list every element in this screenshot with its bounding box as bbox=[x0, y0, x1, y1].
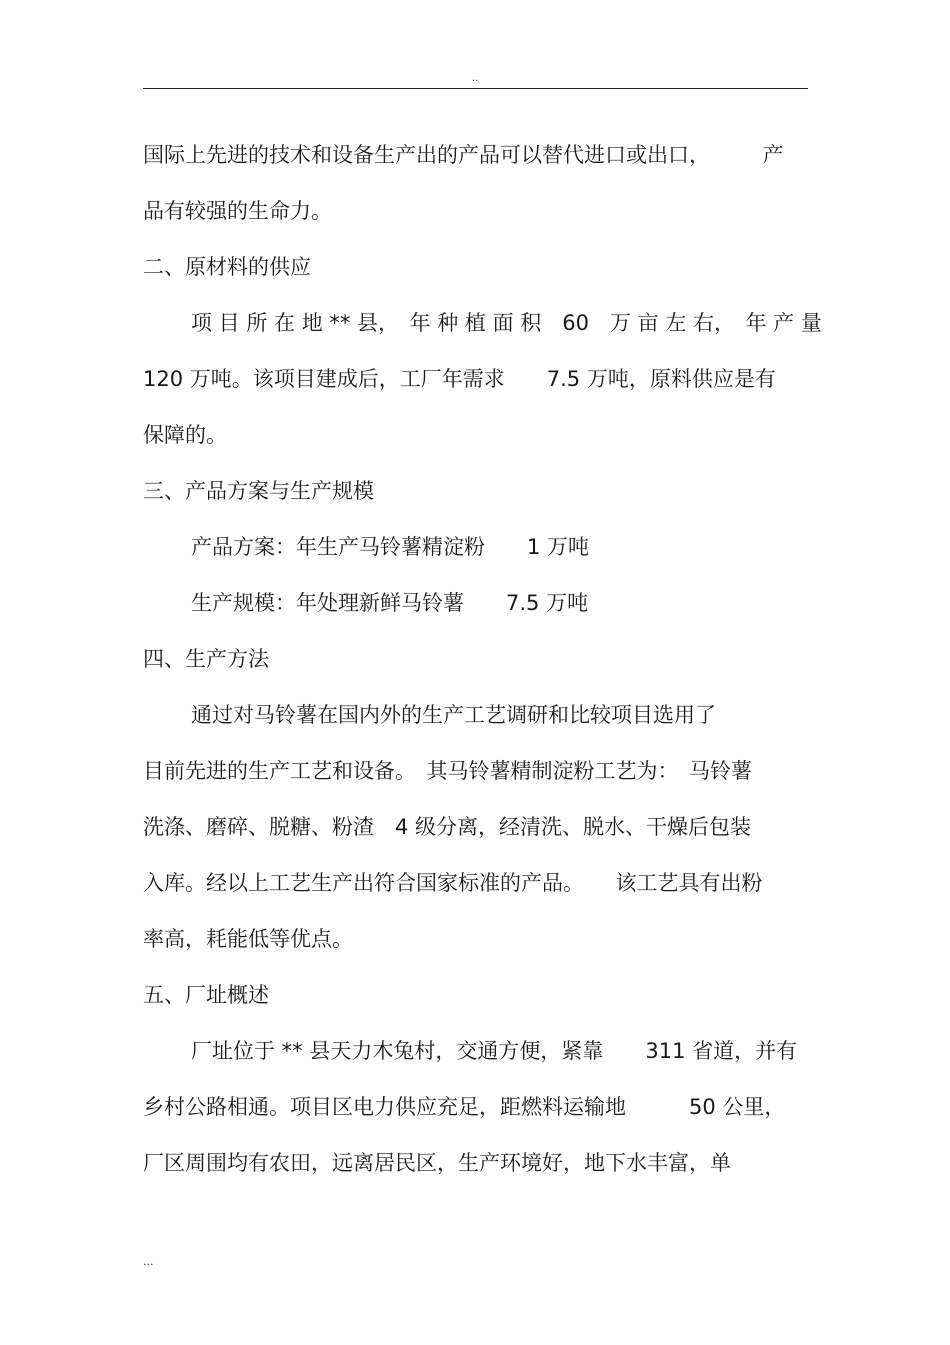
body-text-line: 国际上先进的技术和设备生产出的产品可以替代进口或出口， 产 bbox=[143, 143, 784, 167]
section-heading-site-overview: 五、厂址概述 bbox=[143, 983, 269, 1007]
page-header-mark: .. bbox=[472, 73, 479, 84]
page-footer-mark: ... bbox=[143, 1255, 154, 1268]
body-text-line: 项 目 所 在 地 ** 县， 年 种 植 面 积 60 万 亩 左 右， 年 产 量 bbox=[191, 311, 822, 335]
section-heading-product-plan: 三、产品方案与生产规模 bbox=[143, 479, 374, 503]
body-text-line: 率高，耗能低等优点。 bbox=[143, 927, 353, 951]
section-heading-raw-materials: 二、原材料的供应 bbox=[143, 255, 311, 279]
body-text-line: 目前先进的生产工艺和设备。 其马铃薯精制淀粉工艺为： 马铃薯 bbox=[143, 759, 752, 783]
header-rule bbox=[143, 88, 808, 89]
body-text-line: 通过对马铃薯在国内外的生产工艺调研和比较项目选用了 bbox=[191, 703, 716, 727]
body-text-line: 乡村公路相通。项目区电力供应充足，距燃料运输地 50 公里， bbox=[143, 1095, 786, 1119]
body-text-line: 120 万吨。该项目建成后，工厂年需求 7.5 万吨，原料供应是有 bbox=[143, 367, 776, 391]
body-text-line: 入库。经以上工艺生产出符合国家标准的产品。 该工艺具有出粉 bbox=[143, 871, 763, 895]
body-text-line: 生产规模：年处理新鲜马铃薯 7.5 万吨 bbox=[191, 591, 589, 615]
body-text-line: 厂址位于 ** 县天力木兔村，交通方便，紧靠 311 省道，并有 bbox=[191, 1039, 798, 1063]
body-text-line: 产品方案：年生产马铃薯精淀粉 1 万吨 bbox=[191, 535, 590, 559]
section-heading-production-method: 四、生产方法 bbox=[143, 647, 269, 671]
body-text-line: 洗涤、磨碎、脱糖、粉渣 4 级分离，经清洗、脱水、干燥后包装 bbox=[143, 815, 752, 839]
body-text-line: 保障的。 bbox=[143, 423, 227, 447]
body-text-line: 厂区周围均有农田，远离居民区，生产环境好，地下水丰富，单 bbox=[143, 1151, 731, 1175]
body-text-line: 品有较强的生命力。 bbox=[143, 199, 332, 223]
